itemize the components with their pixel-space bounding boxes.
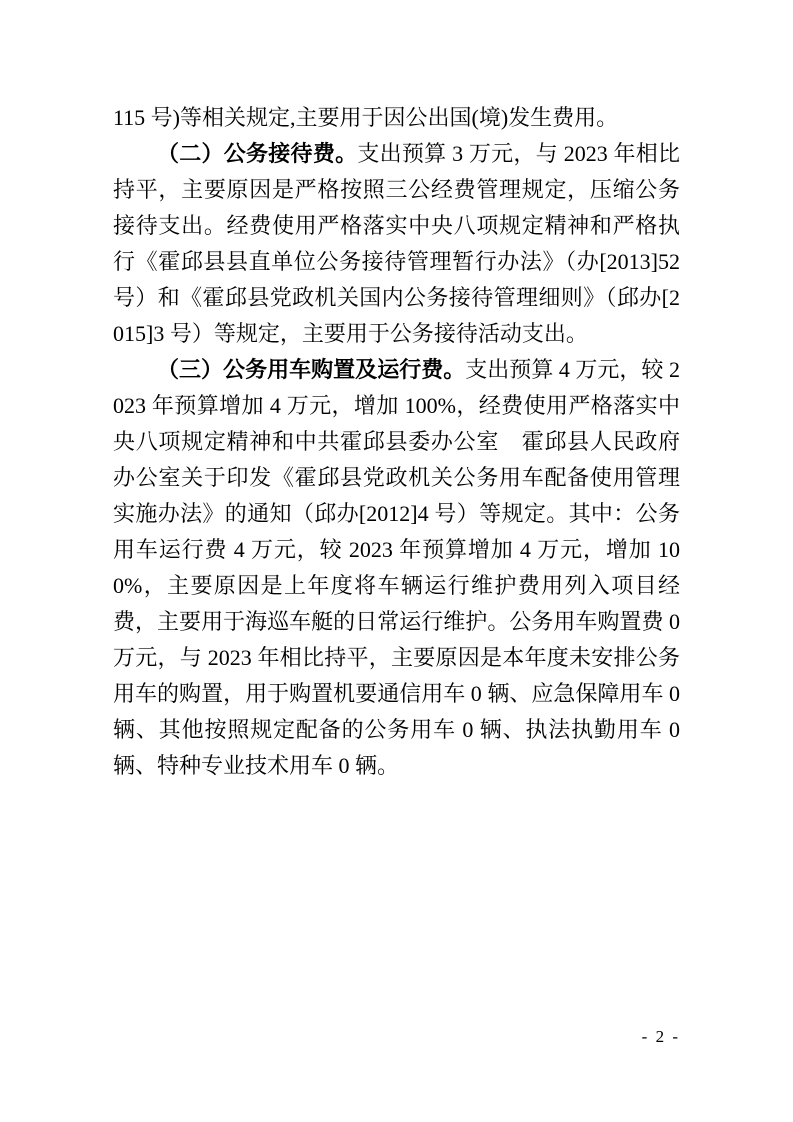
paragraph [113,352,680,784]
paragraph [113,100,680,136]
paragraph-heading-run: （三）公务用车购置及运行费。 [157,357,466,382]
paragraph-text-run: 支出预算 4 万元，较 2023 年预算增加 4 万元，增加 100%，经费使用严格落实中央八项规定精神和中共霍邱县委办公室 霍邱县人民政府办公室关于印发《霍邱县党政机关公务用车配备使用管理实施办法》的通知（邱办[2012]4 号）等规定。其中：公务用车运行费 4 万元，较 2023 年预算增加 4 万元，增加 100%，主要原因是上年度将车辆运行维护费用列入项目经费，主要用于海巡车艇的日常运行维护。公务用车购置费 0 万元，与 2023 年相比持平，主要原因是本年度未安排公务用车的购置，用于购置机要通信用车 0 辆、应急保障用车 0 辆、其他按照规定配备的公务用车 0 辆、执法执勤用车 0 辆、特种专业技术用车 0 辆。 [113,357,680,778]
page-number: - 2 - [641,1027,680,1046]
paragraph-text-run: 支出预算 3 万元，与 2023 年相比持平，主要原因是严格按照三公经费管理规定，压缩公务接待支出。经费使用严格落实中央八项规定精神和严格执行《霍邱县县直单位公务接待管理暂行办法》（办[2013]52 号）和《霍邱县党政机关国内公务接待管理细则》（邱办[2015]3 号）等规定，主要用于公务接待活动支出。 [113,141,680,346]
document-body [113,100,680,784]
paragraph-text-run: 115 号)等相关规定,主要用于因公出国(境)发生费用。 [113,105,619,130]
paragraph [113,136,680,352]
paragraph-heading-run: （二）公务接待费。 [157,141,358,166]
